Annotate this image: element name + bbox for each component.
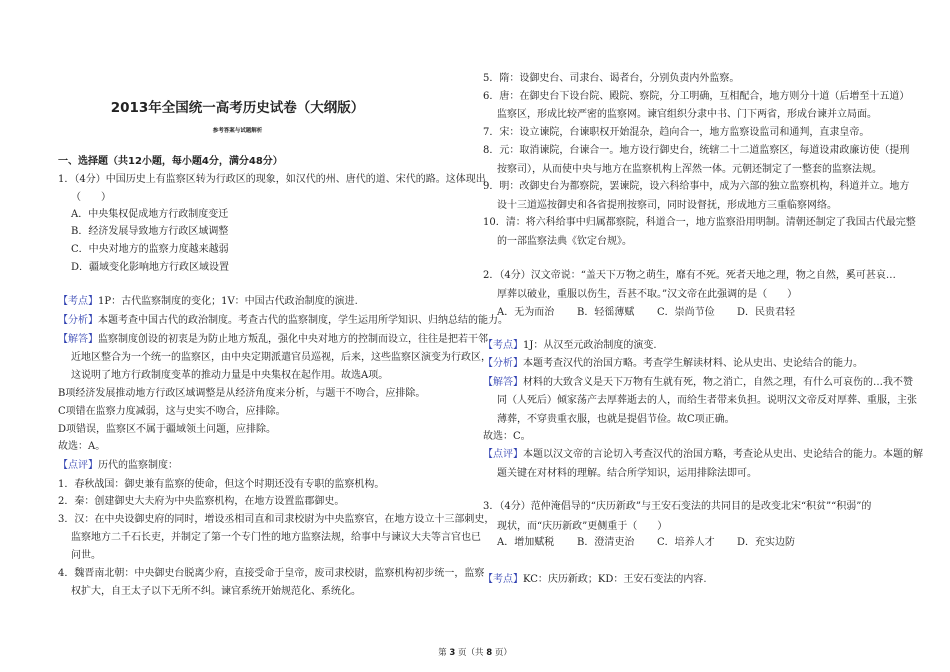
footer-mid: 页（共: [457, 648, 484, 658]
q3-option-a: A．增加赋税: [497, 537, 555, 548]
history-item: 10．清：将六科给事中归属都察院，科道合一，地方监察沿用明制。清朝还制定了我国古代最完整: [483, 217, 916, 228]
tag-kaodian: 【考点】: [483, 340, 523, 351]
dianping-text: 本题以汉文帝的言论切入考查汉代的治国方略，考查论从史出、史论结合的能力。本题的解: [523, 449, 923, 460]
kaodian-text: KC：庆历新政；KD：王安石变法的内容.: [523, 574, 707, 585]
dianping-text: 历代的监察制度：: [98, 460, 178, 471]
page-title: 2013年全国统一高考历史试卷（大纲版）: [110, 100, 365, 116]
q2-kaodian: [483, 340, 657, 352]
q1-answer: 故选：A。: [58, 441, 106, 452]
q3-stem: 现状，而“庆历新政”更侧重于（ ）: [497, 521, 668, 532]
history-item: 权扩大，自王太子以下无所不纠。谏官系统开始规范化、系统化。: [71, 586, 361, 597]
kaodian-text: 1J：从汉至元政治制度的演变.: [523, 340, 657, 351]
history-item: 的一部监察法典《钦定台规》。: [497, 236, 632, 247]
q3-stem: 3．（4分）范仲淹倡导的“庆历新政”与王安石变法的共同目的是改变北宋“积贫”“积弱”的: [483, 501, 872, 512]
history-item: 8．元：取消谏院，台谏合一。地方设行御史台，统辖二十二道监察区，每道设肃政廉访使（提刑: [483, 145, 910, 156]
q1-jieda-line: 近地区整合为一个统一的监察区，由中央定期派遣官员巡视，后来，这些监察区演变为行政区，: [71, 352, 491, 363]
q1-option-b: B．经济发展导致地方行政区域调整: [71, 226, 229, 237]
q1-dianping: [58, 460, 178, 472]
history-item: 4．魏晋南北朝：中央御史台脱离少府，直接受命于皇帝，废司隶校尉，监察机构初步统一，监察: [58, 568, 485, 579]
q2-jieda: [483, 377, 913, 389]
q2-dianping-line: 题关键在对材料的理解。结合所学知识，运用排除法即可。: [497, 468, 757, 479]
section-heading: 一、选择题（共12小题，每小题4分，满分48分）: [58, 156, 283, 167]
q2-jieda-line: 薄葬，不穿贵重衣服，也就是提倡节俭。故C项正确。: [497, 414, 735, 425]
q2-stem: 厚葬以破业，重服以伤生，吾甚不取。”汉文帝在此强调的是（ ）: [497, 289, 798, 300]
kaodian-text: 1P：古代监察制度的变化；1V：中国古代政治制度的演进.: [98, 296, 358, 307]
q2-option-d: D．民贵君轻: [737, 307, 796, 318]
history-item: 设十三道巡按御史和各省提刑按察司，同时设督抚，形成地方三重临察网络。: [497, 200, 837, 211]
page-subtitle: 参考答案与试题解析: [212, 128, 263, 134]
fenxi-text: 本题考查汉代的治国方略。考查学生解读材料、论从史出、史论结合的能力。: [523, 358, 863, 369]
q2-stem: 2．（4分）汉文帝说：“盖天下万物之萌生，靡有不死。死者天地之理，物之自然，奚可甚哀…: [483, 270, 896, 281]
page-number: 3: [449, 648, 456, 658]
tag-dianping: 【点评】: [483, 449, 523, 460]
q1-option-a: A．中央集权促成地方行政制度变迁: [71, 209, 229, 220]
history-item: 3．汉：在中央设御史府的同时，增设丞相司直和司隶校尉为中央监察官，在地方设立十三部刺史，: [58, 514, 495, 525]
q2-fenxi: [483, 358, 863, 370]
footer-pre: 第: [438, 648, 447, 658]
jieda-text: 材料的大致含义是天下万物有生就有死，物之消亡，自然之理，有什么可哀伤的…我不赞: [523, 377, 913, 388]
q2-dianping: [483, 449, 923, 461]
history-item: 监察区，形成比较严密的监察网。谏官组织分隶中书、门下两省，形成台谏并立局面。: [497, 109, 877, 120]
tag-dianping: 【点评】: [58, 460, 98, 471]
q2-option-c: C．崇尚节俭: [657, 307, 715, 318]
history-item: 问世。: [71, 550, 101, 561]
q1-option-c: C．中央对地方的监察力度越来越弱: [71, 244, 229, 255]
q2-answer: 故选：C。: [483, 431, 531, 442]
q1-jieda-line: C项错在监察力度减弱，这与史实不吻合，应排除。: [58, 406, 286, 417]
q1-option-d: D．疆域变化影响地方行政区域设置: [71, 262, 230, 273]
tag-kaodian: 【考点】: [483, 574, 523, 585]
history-item: 1．春秋战国：御史兼有监察的使命，但这个时期还没有专职的监察机构。: [58, 479, 385, 490]
page-total: 8: [486, 648, 493, 658]
history-item: 6．唐：在御史台下设台院、殿院、察院，分工明确，互相配合，地方则分十道（后增至十五道）: [483, 91, 910, 102]
q1-jieda-line: D项错误，监察区不属于疆域领土问题，应排除。: [58, 424, 277, 435]
q1-jieda-line: 这说明了地方行政制度变革的推动力量是中央集权在起作用。故选A项。: [71, 370, 389, 381]
fenxi-text: 本题考查中国古代的政治制度。考查古代的监察制度，学生运用所学知识、归纳总结的能力。: [98, 315, 508, 326]
footer-post: 页）: [494, 648, 512, 658]
q2-options: [497, 307, 817, 319]
q1-fenxi: [58, 315, 508, 327]
q3-option-d: D．充实边防: [737, 537, 796, 548]
tag-jieda: 【解答】: [483, 377, 523, 388]
q2-option-b: B．轻徭薄赋: [577, 307, 635, 318]
q3-kaodian: [483, 574, 707, 586]
q2-option-a: A．无为而治: [497, 307, 555, 318]
jieda-text: 监察制度创设的初衷是为防止地方叛乱，强化中央对地方的控制而设立，往往是把若干邻: [98, 334, 488, 345]
tag-jieda: 【解答】: [58, 334, 98, 345]
q3-option-b: B．澄清吏治: [577, 537, 635, 548]
q1-stem-blank: （ ）: [71, 192, 111, 203]
history-item: 7．宋：设立谏院，台谏职权开始混杂，趋向合一，地方监察设监司和通判，直隶皇帝。: [483, 127, 870, 138]
history-item: 5．隋：设御史台、司隶台、谒者台，分别负责内外监察。: [483, 73, 740, 84]
q3-option-c: C．培养人才: [657, 537, 715, 548]
tag-kaodian: 【考点】: [58, 296, 98, 307]
q1-kaodian: [58, 296, 358, 308]
q1-jieda: [58, 334, 488, 346]
page-footer: [0, 646, 950, 658]
q1-stem: 1．（4分）中国历史上有监察区转为行政区的现象，如汉代的州、唐代的道、宋代的路。这体现出: [58, 174, 486, 185]
q1-jieda-line: B项经济发展推动地方行政区域调整是从经济角度来分析，与题干不吻合，应排除。: [58, 388, 426, 399]
history-item: 9．明：改御史台为都察院，罢谏院，设六科给事中，成为六部的独立监察机构，科道并立。地方: [483, 181, 910, 192]
history-item: 按察司），从而使中央与地方在监察机构上浑然一体。元朝还制定了一整套的监察法规。: [497, 164, 882, 175]
history-item: 监察地方二千石长吏，并制定了第一个专门性的地方监察法规，给事中与谏议大夫等言官也已: [71, 532, 481, 543]
history-item: 2．秦：创建御史大夫府为中央监察机构，在地方设置监郡御史。: [58, 496, 345, 507]
q3-options: [497, 537, 817, 549]
tag-fenxi: 【分析】: [58, 315, 98, 326]
tag-fenxi: 【分析】: [483, 358, 523, 369]
q2-jieda-line: 同（人死后）倾家荡产去厚葬逝去的人，而给生者带来负担。说明汉文帝反对厚葬、重服，主张: [497, 395, 917, 406]
